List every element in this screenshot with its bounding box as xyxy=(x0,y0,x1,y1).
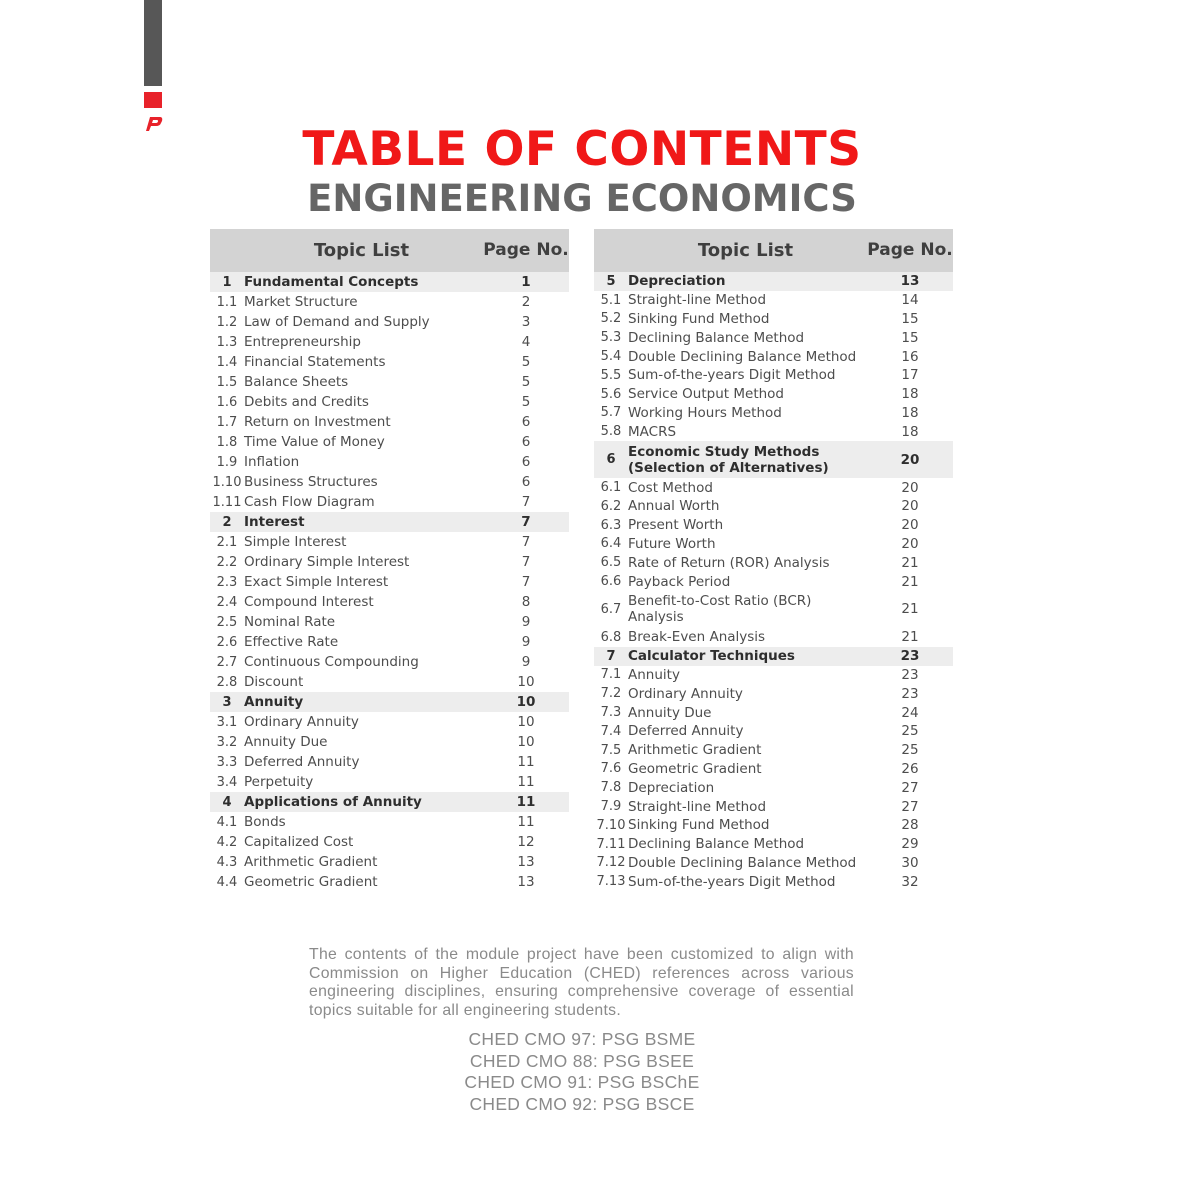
cmo-item: CHED CMO 92: PSG BSCE xyxy=(469,1094,695,1115)
item-page: 2 xyxy=(521,294,531,310)
item-topic: Inflation xyxy=(244,454,300,470)
item-topic: Discount xyxy=(244,674,304,690)
item-topic: Declining Balance Method xyxy=(628,329,805,346)
item-number: 1.4 xyxy=(216,354,238,370)
item-page: 7 xyxy=(521,554,531,570)
item-number: 4.3 xyxy=(216,854,238,870)
item-page: 18 xyxy=(901,423,919,440)
item-page: 10 xyxy=(516,694,536,710)
item-topic: Annuity xyxy=(244,694,304,710)
item-page: 14 xyxy=(901,292,919,309)
table-row xyxy=(210,652,569,672)
item-number: 2.1 xyxy=(216,534,238,550)
section-row xyxy=(210,792,569,812)
item-topic: Debits and Credits xyxy=(244,394,369,410)
table-row xyxy=(210,552,569,572)
item-number: 6.3 xyxy=(600,517,622,533)
item-number: 1.11 xyxy=(212,494,242,510)
item-number: 5.1 xyxy=(600,292,622,308)
item-number: 3 xyxy=(222,694,232,710)
item-number: 7.10 xyxy=(596,817,626,833)
item-topic: Working Hours Method xyxy=(628,404,782,421)
section-row xyxy=(210,692,569,712)
table-row xyxy=(594,347,953,366)
item-page: 30 xyxy=(901,854,919,871)
item-number: 4.2 xyxy=(216,834,238,850)
table-row xyxy=(210,612,569,632)
table-row xyxy=(594,722,953,741)
item-page: 15 xyxy=(901,310,919,327)
item-number: 1.3 xyxy=(216,334,238,350)
item-number: 6.4 xyxy=(600,536,622,552)
table-row xyxy=(210,432,569,452)
item-page: 6 xyxy=(521,474,531,490)
item-page: 5 xyxy=(521,354,531,370)
section-row xyxy=(594,647,953,666)
page-title: TABLE OF CONTENTS xyxy=(302,122,862,177)
item-page: 10 xyxy=(517,714,535,730)
item-page: 9 xyxy=(521,634,531,650)
item-page: 13 xyxy=(517,854,535,870)
item-page: 23 xyxy=(901,666,919,683)
table-row xyxy=(594,703,953,722)
item-topic: Straight-line Method xyxy=(628,292,767,309)
item-number: 1.10 xyxy=(212,474,242,490)
item-topic: Double Declining Balance Method xyxy=(628,854,857,871)
item-topic: Economic Study Methods (Selection of Alternatives) xyxy=(628,443,829,476)
item-page: 11 xyxy=(517,754,535,770)
item-page: 17 xyxy=(901,367,919,384)
item-number: 3.4 xyxy=(216,774,238,790)
item-number: 2.5 xyxy=(216,614,238,630)
item-topic: Sinking Fund Method xyxy=(628,310,770,327)
item-number: 5.8 xyxy=(600,424,622,440)
item-topic: Law of Demand and Supply xyxy=(244,314,430,330)
table-row xyxy=(210,752,569,772)
table-row xyxy=(594,854,953,873)
item-number: 5.5 xyxy=(600,367,622,383)
table-row xyxy=(210,872,569,892)
table-row xyxy=(210,352,569,372)
item-number: 7.8 xyxy=(600,780,622,796)
item-topic: Market Structure xyxy=(244,294,358,310)
table-row xyxy=(210,772,569,792)
item-topic: Perpetuity xyxy=(244,774,314,790)
item-number: 3.1 xyxy=(216,714,238,730)
table-row xyxy=(594,572,953,591)
item-page: 16 xyxy=(901,348,919,365)
item-page: 11 xyxy=(516,794,536,810)
table-row xyxy=(594,741,953,760)
table-row xyxy=(210,712,569,732)
item-topic: Service Output Method xyxy=(628,386,785,403)
item-topic: Depreciation xyxy=(628,273,726,290)
item-number: 6.8 xyxy=(600,629,622,645)
item-number: 5 xyxy=(606,273,616,289)
table-row xyxy=(210,532,569,552)
item-number: 7.5 xyxy=(600,742,622,758)
item-topic: Nominal Rate xyxy=(244,614,336,630)
item-topic: Compound Interest xyxy=(244,594,374,610)
table-row xyxy=(594,666,953,685)
table-row xyxy=(594,684,953,703)
item-number: 3.2 xyxy=(216,734,238,750)
item-topic: Ordinary Annuity xyxy=(244,714,359,730)
item-number: 2.3 xyxy=(216,574,238,590)
item-number: 2.4 xyxy=(216,594,238,610)
item-number: 2.6 xyxy=(216,634,238,650)
item-page: 21 xyxy=(901,601,919,618)
cmo-item: CHED CMO 88: PSG BSEE xyxy=(469,1050,695,1071)
item-page: 20 xyxy=(901,517,919,534)
item-number: 6.2 xyxy=(600,498,622,514)
table-row xyxy=(210,452,569,472)
item-number: 2.8 xyxy=(216,674,238,690)
item-page: 20 xyxy=(900,451,920,468)
toc-rows-right xyxy=(594,272,953,891)
item-page: 7 xyxy=(521,494,531,510)
table-row xyxy=(594,535,953,554)
item-number: 1.7 xyxy=(216,414,238,430)
table-row xyxy=(594,385,953,404)
item-topic: Cost Method xyxy=(628,479,713,496)
item-page: 8 xyxy=(521,594,531,610)
item-number: 4.4 xyxy=(216,874,238,890)
item-number: 1.5 xyxy=(216,374,238,390)
table-row xyxy=(594,872,953,891)
item-topic: Applications of Annuity xyxy=(244,794,422,810)
header-page: Page No. xyxy=(483,240,569,260)
table-row xyxy=(594,778,953,797)
item-number: 1 xyxy=(222,274,232,290)
table-header xyxy=(210,229,569,272)
table-row xyxy=(594,478,953,497)
toc-rows-left xyxy=(210,272,569,892)
item-topic: Capitalized Cost xyxy=(244,834,354,850)
item-topic: Sum-of-the-years Digit Method xyxy=(628,873,836,890)
item-number: 5.7 xyxy=(600,405,622,421)
item-page: 26 xyxy=(901,760,919,777)
item-topic: Straight-line Method xyxy=(628,798,767,815)
item-topic: Continuous Compounding xyxy=(244,654,419,670)
item-number: 7.4 xyxy=(600,723,622,739)
table-row xyxy=(594,553,953,572)
item-topic: Deferred Annuity xyxy=(628,723,744,740)
table-row xyxy=(210,632,569,652)
item-topic: Rate of Return (ROR) Analysis xyxy=(628,554,830,571)
table-row xyxy=(594,760,953,779)
item-page: 7 xyxy=(521,534,531,550)
table-row xyxy=(594,404,953,423)
table-row xyxy=(210,412,569,432)
item-page: 6 xyxy=(521,414,531,430)
table-row xyxy=(594,835,953,854)
item-topic: Geometric Gradient xyxy=(628,760,762,777)
item-page: 6 xyxy=(521,454,531,470)
item-topic: Annuity Due xyxy=(628,704,712,721)
table-row xyxy=(210,572,569,592)
item-page: 24 xyxy=(901,704,919,721)
item-topic: Business Structures xyxy=(244,474,378,490)
table-row xyxy=(210,832,569,852)
item-number: 6.1 xyxy=(600,480,622,496)
item-topic: Present Worth xyxy=(628,517,724,534)
item-topic: Entrepreneurship xyxy=(244,334,361,350)
item-topic: Annual Worth xyxy=(628,498,720,515)
table-row xyxy=(210,732,569,752)
table-row xyxy=(210,392,569,412)
table-row xyxy=(210,472,569,492)
item-topic: Future Worth xyxy=(628,535,716,552)
item-page: 7 xyxy=(521,574,531,590)
item-page: 32 xyxy=(901,873,919,890)
item-topic: Benefit-to-Cost Ratio (BCR) Analysis xyxy=(628,593,812,626)
item-page: 9 xyxy=(521,654,531,670)
item-topic: Balance Sheets xyxy=(244,374,349,390)
toc-table-left xyxy=(210,229,569,892)
toc-table-right xyxy=(594,229,953,891)
header-topic: Topic List xyxy=(697,240,794,261)
item-number: 2.7 xyxy=(216,654,238,670)
section-row xyxy=(210,272,569,292)
table-row xyxy=(594,516,953,535)
section-row xyxy=(594,272,953,291)
item-number: 1.2 xyxy=(216,314,238,330)
item-page: 13 xyxy=(900,273,920,290)
table-row xyxy=(594,310,953,329)
item-page: 18 xyxy=(901,386,919,403)
table-row xyxy=(210,312,569,332)
item-page: 20 xyxy=(901,535,919,552)
item-page: 1 xyxy=(521,274,531,290)
item-topic: Annuity Due xyxy=(244,734,328,750)
item-page: 7 xyxy=(521,514,531,530)
table-row xyxy=(210,492,569,512)
item-topic: Simple Interest xyxy=(244,534,347,550)
page-subtitle: ENGINEERING ECONOMICS xyxy=(307,177,857,220)
item-topic: Time Value of Money xyxy=(244,434,385,450)
table-row xyxy=(210,672,569,692)
item-topic: Deferred Annuity xyxy=(244,754,360,770)
item-number: 7.3 xyxy=(600,705,622,721)
item-page: 5 xyxy=(521,374,531,390)
table-row xyxy=(594,328,953,347)
item-page: 5 xyxy=(521,394,531,410)
item-number: 6.5 xyxy=(600,555,622,571)
item-number: 2.2 xyxy=(216,554,238,570)
item-page: 11 xyxy=(517,774,535,790)
item-number: 7.11 xyxy=(596,836,626,852)
item-number: 5.2 xyxy=(600,311,622,327)
item-page: 21 xyxy=(901,573,919,590)
header-topic: Topic List xyxy=(313,240,410,261)
item-page: 29 xyxy=(901,836,919,853)
table-row xyxy=(210,372,569,392)
item-number: 7 xyxy=(606,648,616,664)
item-number: 5.6 xyxy=(600,386,622,402)
item-topic: Ordinary Simple Interest xyxy=(244,554,410,570)
item-page: 11 xyxy=(517,814,535,830)
item-page: 27 xyxy=(901,779,919,796)
item-page: 9 xyxy=(521,614,531,630)
item-topic: Cash Flow Diagram xyxy=(244,494,375,510)
item-topic: MACRS xyxy=(628,423,677,440)
item-topic: Arithmetic Gradient xyxy=(628,742,762,759)
item-page: 23 xyxy=(900,648,920,665)
item-page: 23 xyxy=(901,685,919,702)
item-page: 15 xyxy=(901,329,919,346)
item-page: 10 xyxy=(517,734,535,750)
item-topic: Payback Period xyxy=(628,573,731,590)
table-row xyxy=(210,292,569,312)
item-topic: Exact Simple Interest xyxy=(244,574,389,590)
item-page: 12 xyxy=(517,834,535,850)
item-number: 7.9 xyxy=(600,799,622,815)
item-topic: Depreciation xyxy=(628,779,715,796)
item-number: 1.8 xyxy=(216,434,238,450)
footer-description: The contents of the module project have been customized to align with Commission on Higher Education (CHED) references across various engineering disciplines, ensuring comprehensive coverage of essential topics suitable for all engineering students. xyxy=(309,946,854,1019)
cmo-item: CHED CMO 91: PSG BSChE xyxy=(464,1072,700,1093)
item-number: 4.1 xyxy=(216,814,238,830)
item-number: 6.6 xyxy=(600,574,622,590)
table-row xyxy=(594,291,953,310)
table-row xyxy=(210,812,569,832)
table-row xyxy=(594,422,953,441)
table-row xyxy=(594,797,953,816)
item-topic: Financial Statements xyxy=(244,354,386,370)
table-row xyxy=(594,366,953,385)
item-page: 3 xyxy=(521,314,531,330)
table-row xyxy=(594,497,953,516)
item-number: 7.1 xyxy=(600,667,622,683)
item-topic: Return on Investment xyxy=(244,414,391,430)
table-row xyxy=(594,628,953,647)
item-number: 1.9 xyxy=(216,454,238,470)
item-number: 5.4 xyxy=(600,349,622,365)
item-number: 1.1 xyxy=(216,294,238,310)
item-number: 7.2 xyxy=(600,686,622,702)
brand-bar xyxy=(144,0,162,86)
item-topic: Interest xyxy=(244,514,305,530)
item-topic: Double Declining Balance Method xyxy=(628,348,857,365)
item-topic: Arithmetic Gradient xyxy=(244,854,378,870)
item-topic: Sinking Fund Method xyxy=(628,817,770,834)
section-row xyxy=(210,512,569,532)
item-number: 7.6 xyxy=(600,761,622,777)
item-number: 1.6 xyxy=(216,394,238,410)
item-page: 28 xyxy=(901,817,919,834)
table-row xyxy=(210,332,569,352)
section-row xyxy=(594,441,953,478)
item-page: 27 xyxy=(901,798,919,815)
item-page: 25 xyxy=(901,723,919,740)
item-page: 20 xyxy=(901,479,919,496)
item-number: 7.13 xyxy=(596,874,626,890)
item-number: 2 xyxy=(222,514,232,530)
item-topic: Fundamental Concepts xyxy=(244,274,419,290)
table-row xyxy=(594,591,953,628)
item-number: 6.7 xyxy=(600,601,622,617)
item-page: 20 xyxy=(901,498,919,515)
item-page: 18 xyxy=(901,404,919,421)
item-topic: Geometric Gradient xyxy=(244,874,378,890)
item-topic: Declining Balance Method xyxy=(628,836,805,853)
item-page: 13 xyxy=(517,874,535,890)
table-row xyxy=(594,816,953,835)
cmo-list xyxy=(380,1029,784,1116)
item-topic: Effective Rate xyxy=(244,634,339,650)
item-topic: Break-Even Analysis xyxy=(628,629,766,646)
item-topic: Calculator Techniques xyxy=(628,648,795,665)
item-number: 3.3 xyxy=(216,754,238,770)
item-topic: Annuity xyxy=(628,666,680,683)
item-topic: Bonds xyxy=(244,814,286,830)
item-topic: Ordinary Annuity xyxy=(628,685,743,702)
header-page: Page No. xyxy=(867,240,953,260)
table-row xyxy=(210,592,569,612)
item-page: 10 xyxy=(517,674,535,690)
item-number: 6 xyxy=(606,452,616,468)
item-page: 4 xyxy=(521,334,531,350)
item-page: 21 xyxy=(901,554,919,571)
table-header xyxy=(594,229,953,272)
item-number: 5.3 xyxy=(600,330,622,346)
table-row xyxy=(210,852,569,872)
item-number: 4 xyxy=(222,794,232,810)
item-page: 25 xyxy=(901,742,919,759)
item-number: 7.12 xyxy=(596,855,626,871)
brand-accent-block xyxy=(144,92,162,108)
item-page: 21 xyxy=(901,629,919,646)
item-page: 6 xyxy=(521,434,531,450)
item-topic: Sum-of-the-years Digit Method xyxy=(628,367,836,384)
cmo-item: CHED CMO 97: PSG BSME xyxy=(468,1029,696,1049)
